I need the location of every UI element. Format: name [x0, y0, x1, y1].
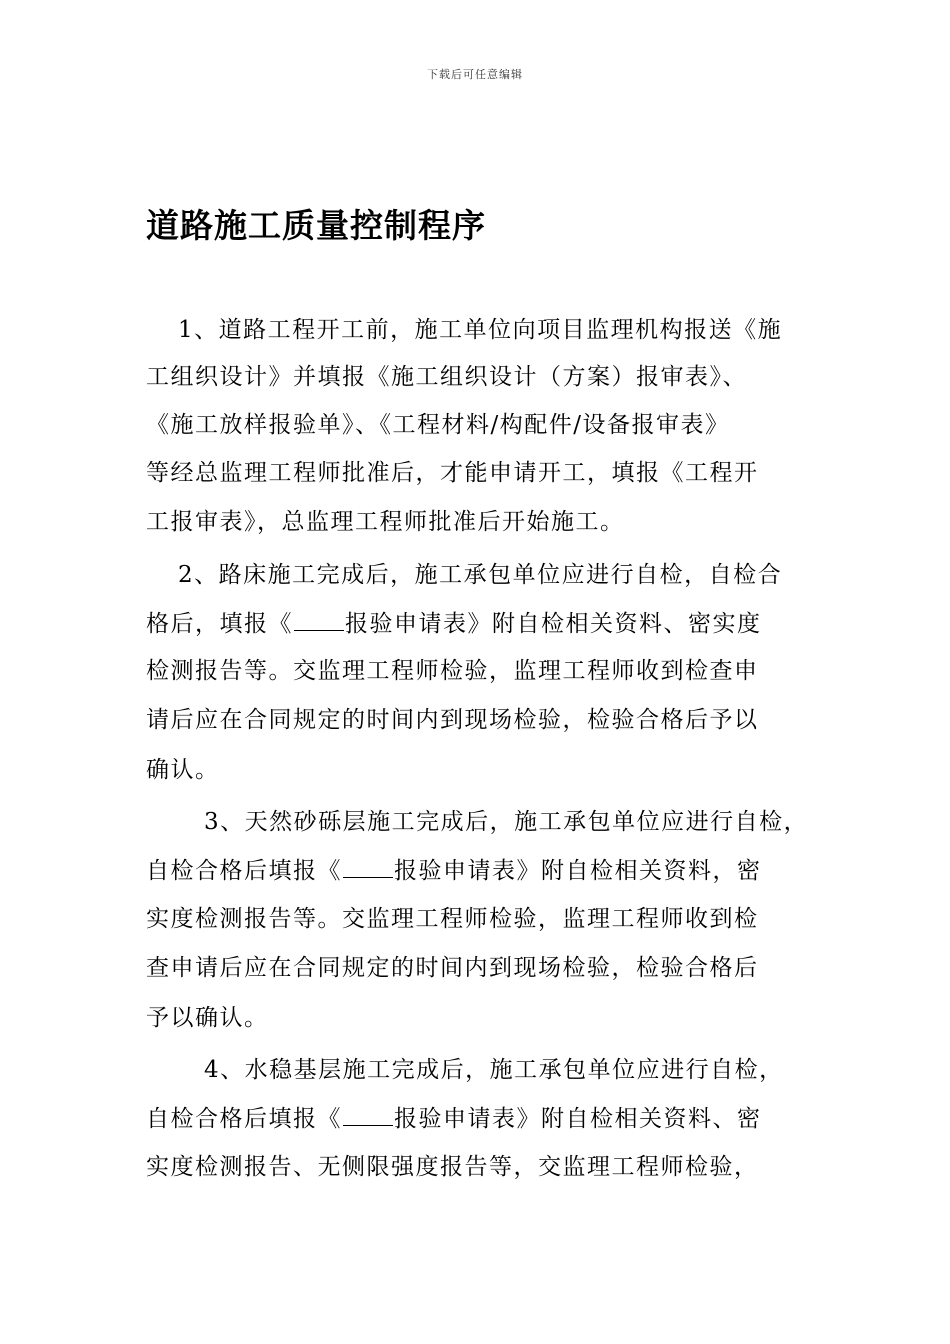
text-line: 实度检测报告、无侧限强度报告等，交监理工程师检验，	[146, 1154, 759, 1180]
text-line: 1、道路工程开工前，施工单位向项目监理机构报送《施	[178, 317, 783, 343]
document-title: 道路施工质量控制程序	[146, 206, 486, 245]
text-line: 请后应在合同规定的时间内到现场检验，检验合格后予以	[146, 707, 759, 733]
text-segment: 自检合格后填报《	[146, 1106, 342, 1132]
text-line	[146, 608, 762, 639]
text-line: 查申请后应在合同规定的时间内到现场检验，检验合格后	[146, 955, 759, 981]
text-line: 检测报告等。交监理工程师检验，监理工程师收到检查申	[146, 658, 759, 684]
text-segment: 格后，填报《	[146, 611, 293, 637]
text-line: 《施工放样报验单》、《工程材料/构配件/设备报审表》	[146, 412, 730, 438]
text-line: 工组织设计》并填报《施工组织设计（方案）报审表》、	[146, 364, 747, 390]
text-line: 确认。	[146, 757, 220, 783]
text-line: 实度检测报告等。交监理工程师检验，监理工程师收到检	[146, 906, 759, 932]
text-line	[146, 1103, 762, 1134]
text-line: 等经总监理工程师批准后，才能申请开工，填报《工程开	[146, 460, 759, 486]
header-note: 下载后可任意编辑	[427, 68, 523, 81]
fill-in-blank	[294, 608, 344, 631]
text-line: 予以确认。	[146, 1005, 269, 1031]
text-segment: 报验申请表》附自检相关资料，密	[394, 858, 762, 884]
text-line	[146, 855, 762, 886]
fill-in-blank	[343, 855, 393, 878]
text-segment: 报验申请表》附自检相关资料、密	[394, 1106, 762, 1132]
text-line: 4、水稳基层施工完成后，施工承包单位应进行自检，	[204, 1057, 784, 1083]
text-line: 3、天然砂砾层施工完成后，施工承包单位应进行自检，	[204, 809, 809, 835]
text-line: 工报审表》，总监理工程师批准后开始施工。	[146, 509, 625, 535]
text-segment: 报验申请表》附自检相关资料、密实度	[345, 611, 762, 637]
fill-in-blank	[343, 1103, 393, 1126]
text-segment: 自检合格后填报《	[146, 858, 342, 884]
text-line: 2、路床施工完成后，施工承包单位应进行自检，自检合	[178, 562, 783, 588]
